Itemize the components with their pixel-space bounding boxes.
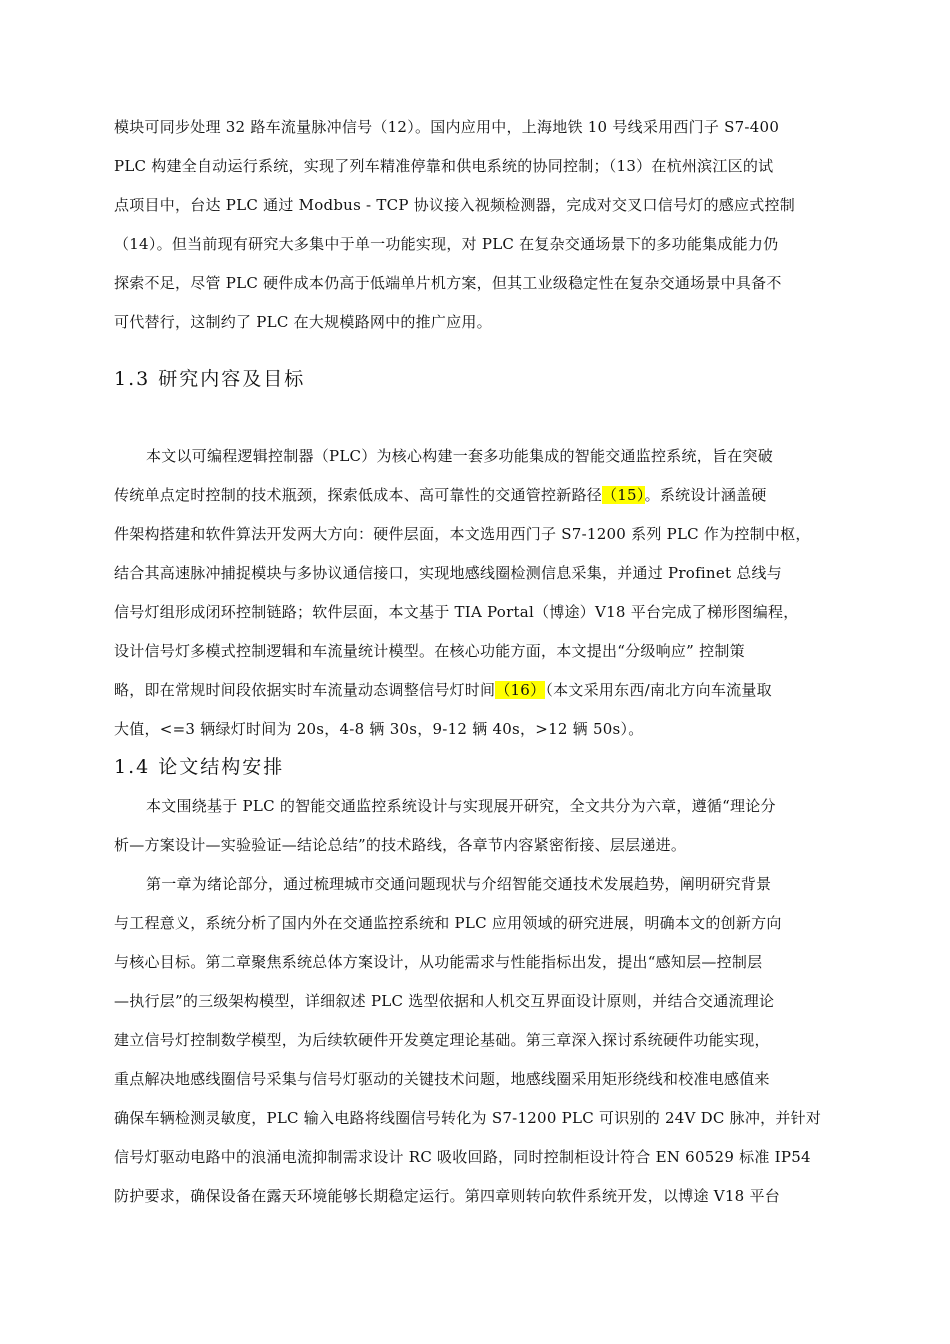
text-span: （本文采用东西/南北方向车流量取 [545, 681, 772, 699]
text-line: 析—方案设计—实验验证—结论总结”的技术路线，各章节内容紧密衔接、层层递进。 [114, 836, 687, 854]
section-1-3-paragraph [114, 437, 862, 749]
text-line: 第一章为绪论部分，通过梳理城市交通问题现状与介绍智能交通技术发展趋势，阐明研究背景 [146, 875, 772, 893]
text-line: 大值，<=3 辆绿灯时间为 20s，4-8 辆 30s，9-12 辆 40s，>12 辆 50s）。 [114, 720, 644, 738]
text-line: 与核心目标。第二章聚焦系统总体方案设计，从功能需求与性能指标出发，提出“感知层—控制层 [114, 953, 763, 971]
section-1-4-paragraph-1 [114, 787, 862, 865]
text-span: 略，即在常规时间段依据实时车流量动态调整信号灯时间 [114, 681, 496, 699]
text-line: —执行层”的三级架构模型，详细叙述 PLC 选型依据和人机交互界面设计原则，并结合交通流理论 [114, 992, 775, 1010]
text-line: 信号灯组形成闭环控制链路；软件层面，本文基于 TIA Portal（博途）V18 平台完成了梯形图编程， [114, 603, 799, 621]
text-line: 防护要求，确保设备在露天环境能够长期稳定运行。第四章则转向软件系统开发，以博途 V18 平台 [114, 1187, 780, 1205]
text-line: PLC 构建全自动运行系统，实现了列车精准停靠和供电系统的协同控制；（13）在杭州滨江区的试 [114, 157, 774, 175]
section-1-4-heading: 1.4 论文结构安排 [114, 756, 285, 778]
text-line: 建立信号灯控制数学模型，为后续软硬件开发奠定理论基础。第三章深入探讨系统硬件功能实现， [114, 1031, 770, 1049]
text-line: 结合其高速脉冲捕捉模块与多协议通信接口，实现地感线圈检测信息采集，并通过 Profinet 总线与 [114, 564, 782, 582]
text-line: 模块可同步处理 32 路车流量脉冲信号（12）。国内应用中，上海地铁 10 号线采用西门子 S7-400 [114, 118, 780, 136]
citation-highlight: （15） [602, 486, 645, 504]
section-1-2-tail-paragraph [114, 108, 862, 342]
text-line [114, 476, 862, 515]
text-line: 与工程意义，系统分析了国内外在交通监控系统和 PLC 应用领域的研究进展，明确本文的创新方向 [114, 914, 782, 932]
text-span: 传统单点定时控制的技术瓶颈，探索低成本、高可靠性的交通管控新路径 [114, 486, 603, 504]
text-line: 本文围绕基于 PLC 的智能交通监控系统设计与实现展开研究，全文共分为六章，遵循“理论分 [146, 797, 776, 815]
text-line: 点项目中，台达 PLC 通过 Modbus - TCP 协议接入视频检测器，完成对交叉口信号灯的感应式控制 [114, 196, 795, 214]
text-line [114, 671, 862, 710]
text-line: 可代替行，这制约了 PLC 在大规模路网中的推广应用。 [114, 313, 492, 331]
text-line: 信号灯驱动电路中的浪涌电流抑制需求设计 RC 吸收回路，同时控制柜设计符合 EN 60529 标准 IP54 [114, 1148, 811, 1166]
section-1-3-heading: 1.3 研究内容及目标 [114, 368, 306, 390]
text-line: 本文以可编程逻辑控制器（PLC）为核心构建一套多功能集成的智能交通监控系统，旨在突破 [146, 447, 774, 465]
citation-highlight: （16） [495, 681, 546, 699]
text-line: 确保车辆检测灵敏度，PLC 输入电路将线圈信号转化为 S7-1200 PLC 可识别的 24V DC 脉冲，并针对 [114, 1109, 822, 1127]
text-span: 。系统设计涵盖硬 [644, 486, 767, 504]
text-line: 设计信号灯多模式控制逻辑和车流量统计模型。在核心功能方面，本文提出“分级响应” 控制策 [114, 642, 745, 660]
section-1-4-paragraph-2 [114, 865, 862, 1216]
text-line: （14）。但当前现有研究大多集中于单一功能实现，对 PLC 在复杂交通场景下的多功能集成能力仍 [114, 235, 779, 253]
text-line: 探索不足，尽管 PLC 硬件成本仍高于低端单片机方案，但其工业级稳定性在复杂交通场景中具备不 [114, 274, 782, 292]
text-line: 件架构搭建和软件算法开发两大方向：硬件层面，本文选用西门子 S7-1200 系列 PLC 作为控制中枢， [114, 525, 811, 543]
document-body [114, 108, 862, 1216]
text-line: 重点解决地感线圈信号采集与信号灯驱动的关键技术问题，地感线圈采用矩形绕线和校准电感值来 [114, 1070, 770, 1088]
